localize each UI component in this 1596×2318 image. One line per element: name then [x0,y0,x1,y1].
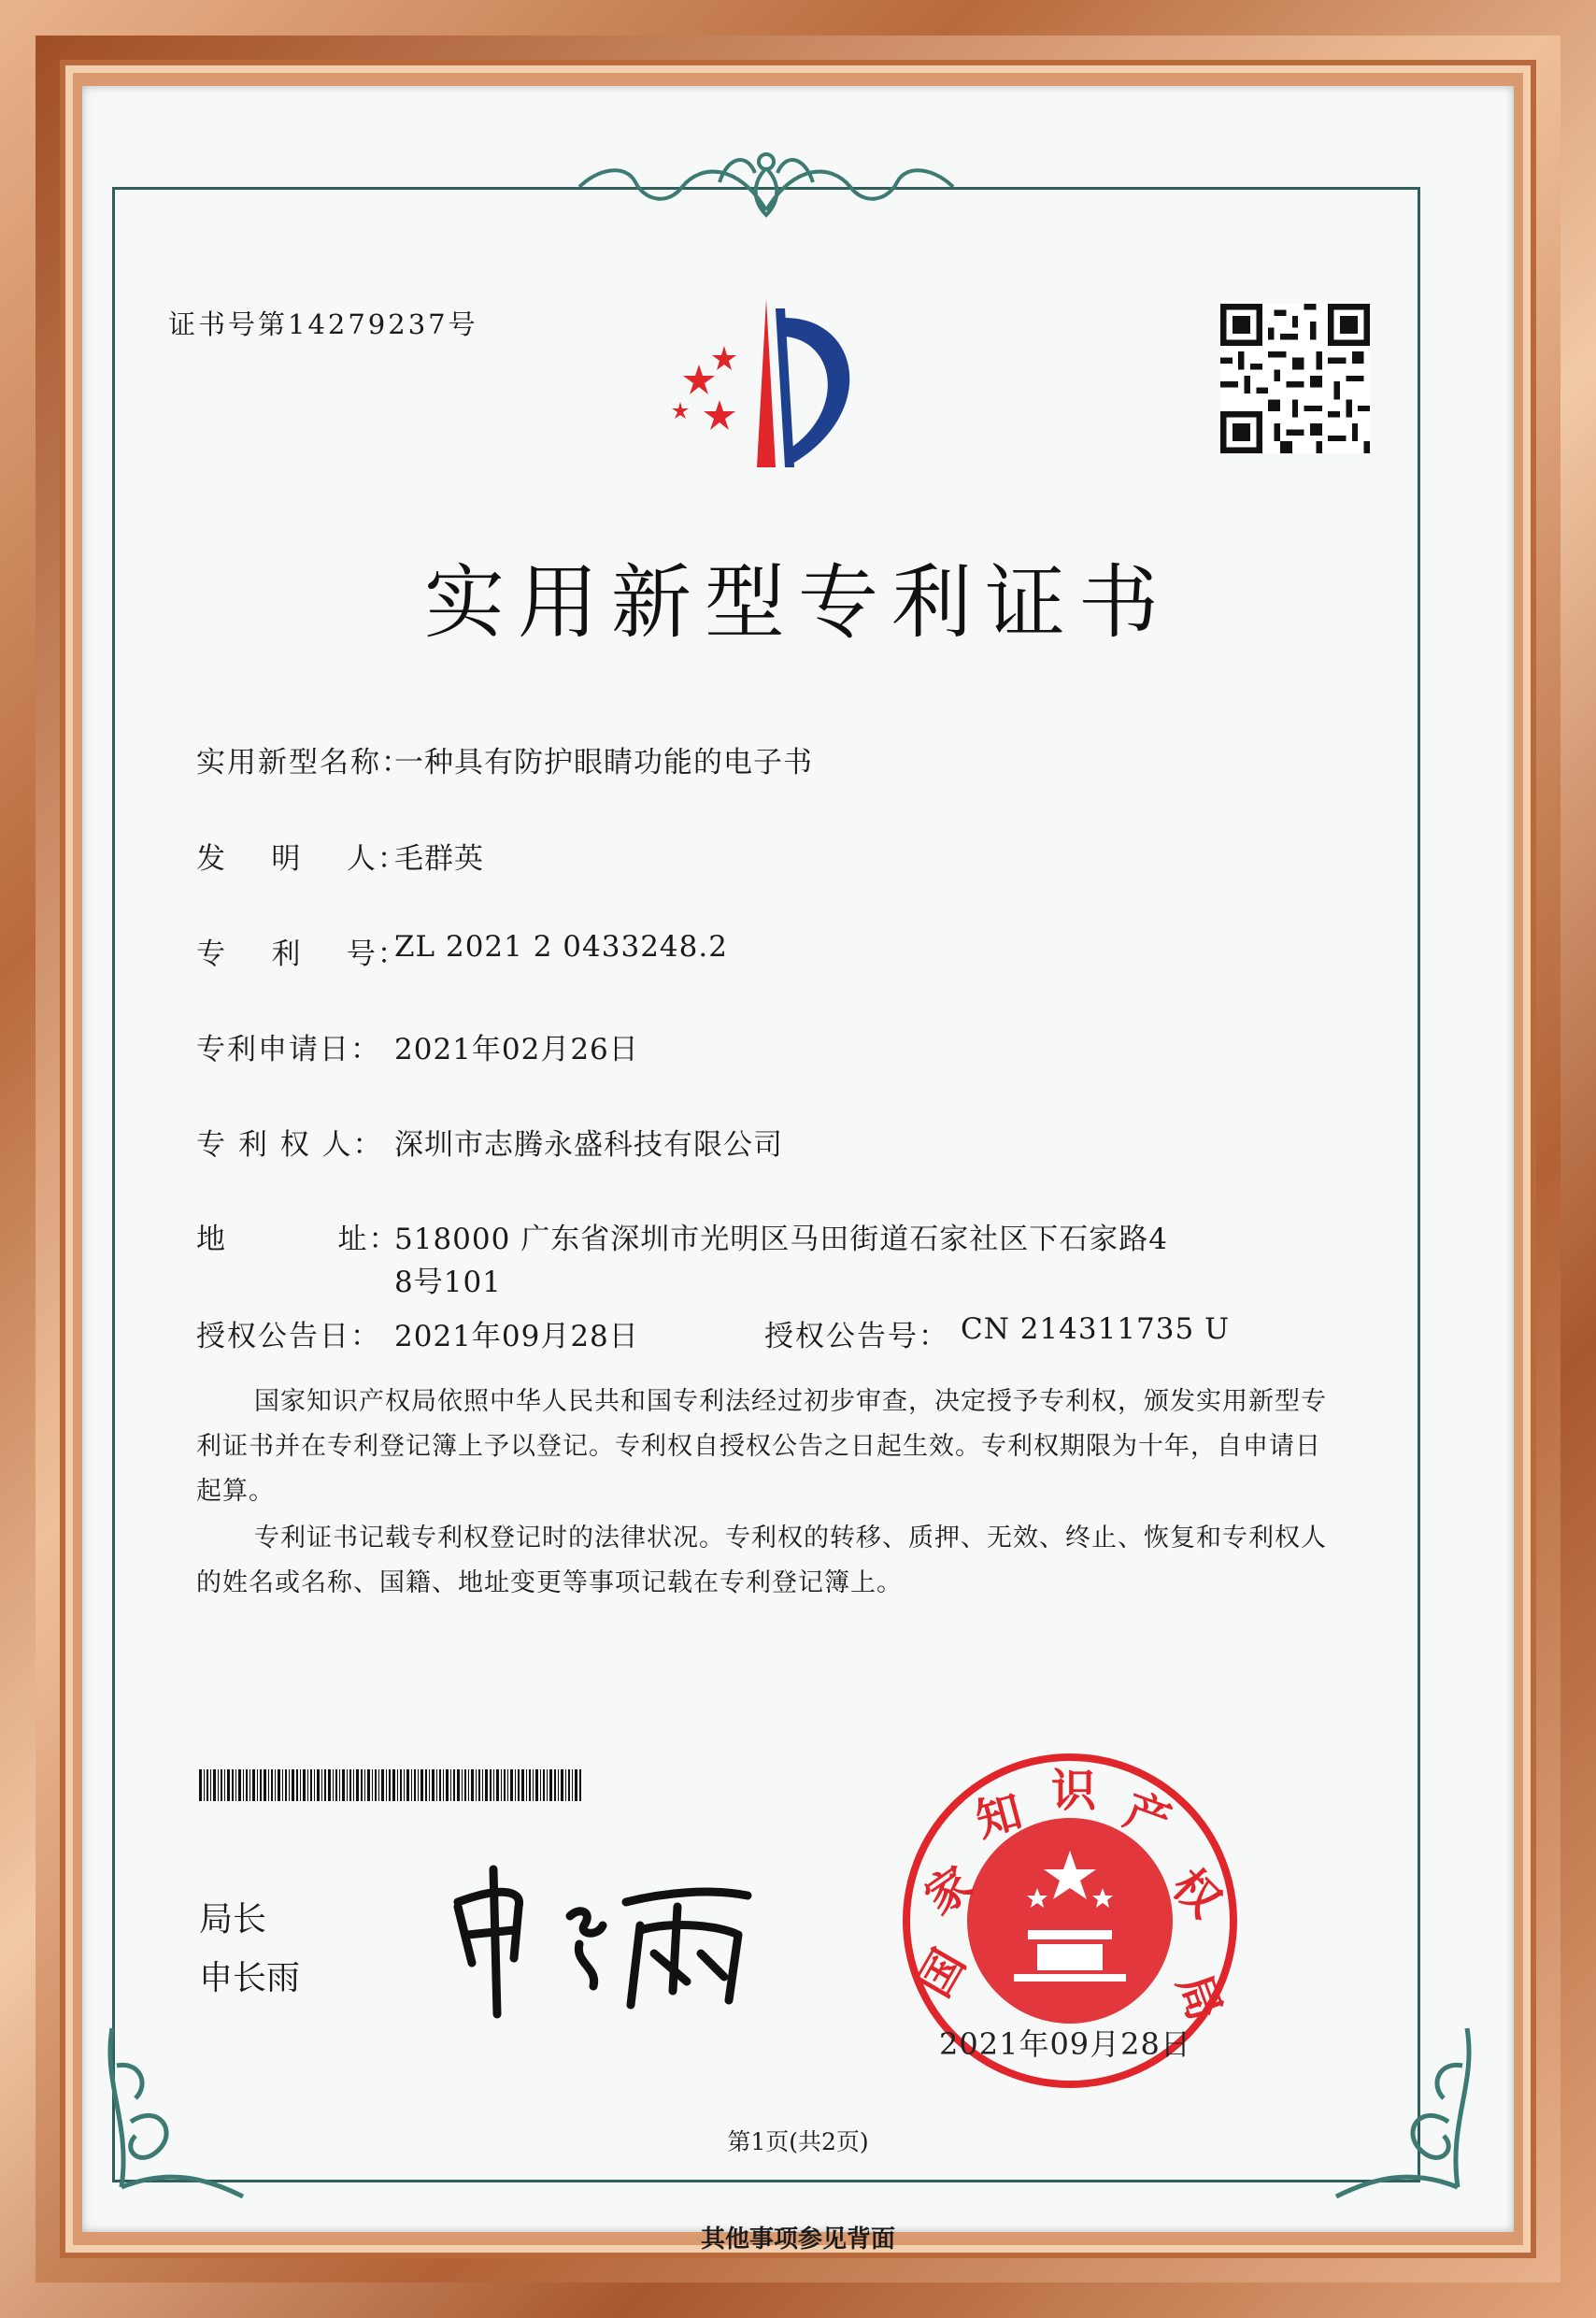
svg-text:局: 局 [1166,1967,1232,2028]
grant-number-label: 授权公告号： [764,1320,949,1353]
svg-text:知: 知 [970,1785,1028,1848]
footer-note: 其他事项参见背面 [700,2225,895,2254]
inventor-label: 发 明 人： [196,842,408,876]
certificate-number: 证书号第14279237号 [168,308,478,340]
grant-number-value: CN 214311735 U [961,1312,1231,1346]
page-info: 第1页(共2页) [727,2128,869,2155]
cnipa-emblem-icon [645,290,888,486]
utility-model-name-label: 实用新型名称： [196,746,412,780]
application-date-label: 专利申请日： [196,1033,381,1066]
address-line-1: 518000 广东省深圳市光明区马田街道石家社区下石家路4 [394,1223,1168,1256]
address-line-2: 8号101 [394,1266,502,1299]
corner-ornament-left-icon [93,2010,252,2206]
seal-date: 2021年09月28日 [939,2026,1191,2062]
statement-paragraph-1: 国家知识产权局依照中华人民共和国专利法经过初步审查，决定授予专利权，颁发实用新型专利证书并在专利登记簿上予以登记。专利权自授权公告之日起生效。专利权期限为十年，自申请日起算。 [196,1387,1327,1506]
inventor-value: 毛群英 [394,842,484,876]
director-title: 局长 [199,1900,267,1939]
statement-paragraph-2: 专利证书记载专利权登记时的法律状况。专利权的转移、质押、无效、终止、恢复和专利权人的姓名或名称、国籍、地址变更等事项记载在专利登记簿上。 [196,1524,1327,1597]
patentee-value: 深圳市志腾永盛科技有限公司 [394,1128,783,1162]
certificate-title: 实用新型专利证书 [424,556,1172,650]
patentee-label: 专 利 权 人： [196,1128,384,1162]
utility-model-name-value: 一种具有防护眼睛功能的电子书 [394,746,813,780]
address-label: 地 址： [196,1223,400,1256]
svg-text:国: 国 [907,1940,976,2006]
svg-text:家: 家 [915,1856,983,1925]
application-date-value: 2021年02月26日 [394,1033,639,1066]
grant-date-label: 授权公告日： [196,1320,381,1353]
grant-date-value: 2021年09月28日 [394,1320,639,1353]
director-signature-icon [439,1851,776,2024]
director-name: 申长雨 [199,1959,301,1997]
qr-code-icon [1220,304,1370,453]
svg-text:权: 权 [1161,1858,1232,1928]
patent-number-label: 专 利 号： [196,937,408,971]
corner-ornament-right-icon [1327,2010,1486,2206]
top-ornament-icon [542,145,990,229]
svg-text:产: 产 [1117,1783,1178,1849]
svg-text:识: 识 [1051,1765,1097,1817]
barcode-icon [199,1769,582,1801]
patent-number-value: ZL 2021 2 0433248.2 [394,930,728,964]
